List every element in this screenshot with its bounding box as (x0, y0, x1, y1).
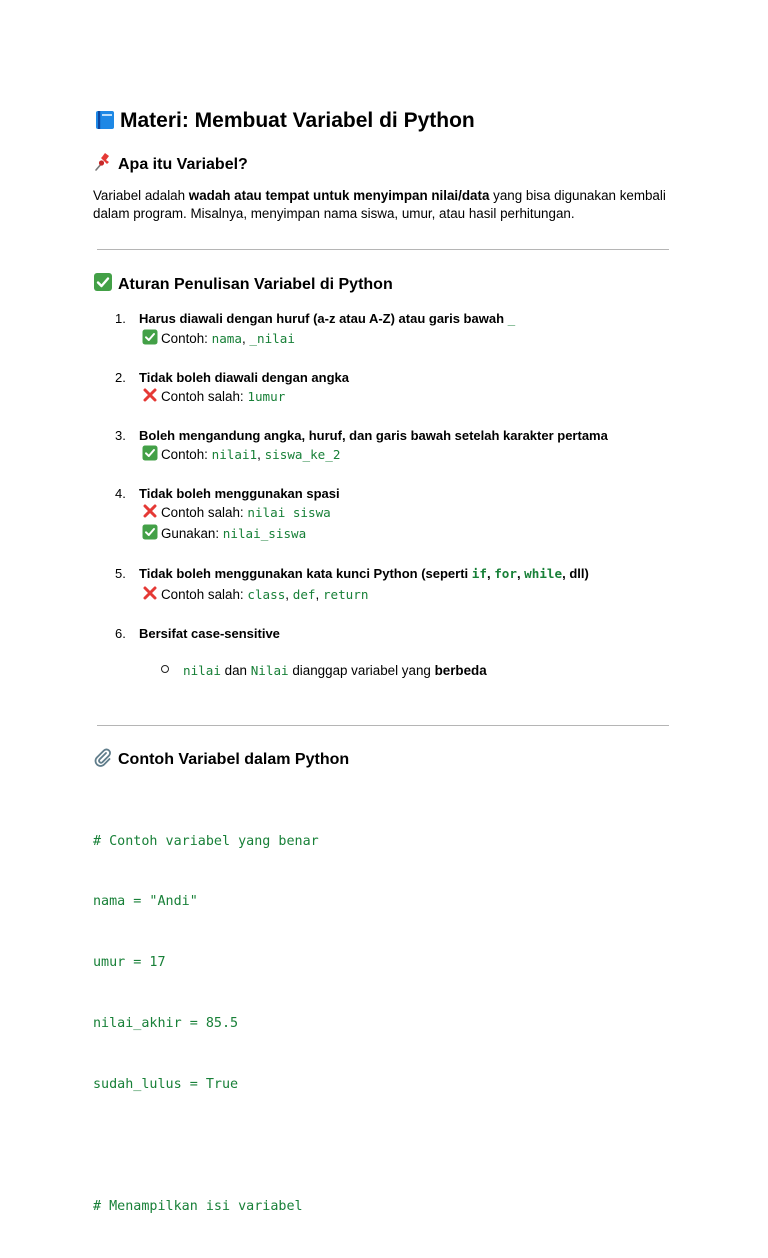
code-line: # Contoh variabel yang benar (93, 833, 319, 849)
horizontal-divider (97, 249, 669, 250)
rule-number: 2. (115, 370, 126, 385)
rule-item-5 (115, 564, 589, 583)
code-block (93, 791, 319, 1258)
rule-heading: Harus diawali dengan huruf (a-z atau A-Z) atau garis bawah (139, 311, 508, 326)
inline-code: def (292, 587, 316, 602)
bullet-text-bold: berbeda (434, 663, 487, 678)
inline-code: _nilai (249, 331, 295, 346)
separator: , (257, 447, 265, 462)
example-label: Contoh: (161, 331, 212, 346)
page-title (95, 107, 475, 135)
inline-code: Nilai (250, 663, 289, 678)
keyword-code: while (524, 566, 563, 581)
paperclip-icon (93, 747, 113, 767)
rule-4-wrong-example (142, 503, 331, 522)
example-label: Contoh salah: (161, 505, 248, 520)
inline-code: _ (507, 311, 516, 326)
separator: , (315, 587, 323, 602)
bullet-text: dianggap variabel yang (288, 663, 435, 678)
bullet-connector: dan (220, 663, 251, 678)
code-line: nilai_akhir = 85.5 (93, 1016, 239, 1032)
rule-heading (139, 566, 589, 581)
separator: , (516, 566, 525, 581)
inline-code: nilai siswa (247, 505, 331, 520)
rule-item-4 (115, 484, 340, 503)
rule-heading: Tidak boleh diawali dengan angka (139, 370, 349, 385)
rule-item-6 (115, 624, 280, 643)
rule-item-2 (115, 368, 349, 387)
code-line: umur = 17 (93, 955, 166, 971)
page-title-text: Materi: Membuat Variabel di Python (120, 109, 475, 132)
rule-number: 1. (115, 311, 126, 326)
inline-code: 1umur (247, 389, 286, 404)
horizontal-divider (97, 725, 669, 726)
section-heading-example (93, 747, 349, 771)
section-heading-what (93, 152, 248, 176)
code-line: sudah_lulus = True (93, 1077, 239, 1093)
inline-code: nilai (183, 663, 221, 678)
rule-number: 6. (115, 626, 126, 641)
cross-mark-icon (142, 387, 158, 403)
book-icon (95, 110, 115, 130)
separator: , (285, 587, 293, 602)
rule-1-example (142, 329, 295, 348)
definition-text-end: yang bisa digunakan kembali dalam program. Misalnya, menyimpan nama siswa, umur, atau hasil perhitungan. (93, 188, 666, 221)
definition-text-start: Variabel adalah (93, 188, 189, 203)
rule-6-bullet (161, 661, 487, 680)
rule-item-3 (115, 426, 608, 445)
code-line: # Menampilkan isi variabel (93, 1198, 303, 1214)
example-label: Contoh salah: (161, 389, 248, 404)
example-label: Contoh salah: (161, 587, 248, 602)
rule-number: 4. (115, 486, 126, 501)
keyword-code: for (494, 566, 517, 581)
inline-code: nilai_siswa (222, 526, 307, 541)
cross-mark-icon (142, 585, 158, 601)
check-mark-icon (93, 272, 113, 292)
section-heading-example-text: Contoh Variabel dalam Python (118, 751, 350, 768)
rule-heading-tail: , dll) (562, 566, 589, 581)
rule-5-example (142, 585, 368, 604)
code-line: nama = "Andi" (93, 894, 198, 910)
section-heading-what-text: Apa itu Variabel? (118, 156, 248, 173)
rule-3-example (142, 445, 340, 464)
pushpin-icon (93, 152, 113, 172)
separator: , (241, 331, 250, 346)
rule-number: 3. (115, 428, 126, 443)
inline-code: class (247, 587, 286, 602)
definition-text-bold: wadah atau tempat untuk menyimpan nilai/data (188, 188, 490, 203)
section-heading-rules (93, 272, 393, 296)
example-label: Contoh: (161, 447, 212, 462)
separator: , (486, 566, 495, 581)
section-heading-rules-text: Aturan Penulisan Variabel di Python (118, 276, 393, 293)
check-mark-icon (142, 524, 158, 540)
keyword-code: if (471, 566, 487, 581)
rule-heading-text: Tidak boleh menggunakan kata kunci Python (seperti (139, 566, 472, 581)
rule-number: 5. (115, 566, 126, 581)
inline-code: siswa_ke_2 (264, 447, 341, 462)
inline-code: nama (211, 331, 242, 346)
rule-heading: Boleh mengandung angka, huruf, dan garis bawah setelah karakter pertama (139, 428, 608, 443)
bullet-marker (161, 665, 169, 673)
definition-paragraph (93, 187, 683, 223)
rule-item-1 (115, 309, 515, 328)
check-mark-icon (142, 445, 158, 461)
cross-mark-icon (142, 503, 158, 519)
check-mark-icon (142, 329, 158, 345)
rule-4-correct-example (142, 524, 306, 543)
rule-heading: Tidak boleh menggunakan spasi (139, 486, 340, 501)
inline-code: nilai1 (211, 447, 258, 462)
rule-heading: Bersifat case-sensitive (139, 626, 280, 641)
inline-code: return (322, 587, 369, 602)
code-line (93, 1136, 319, 1156)
example-label: Gunakan: (161, 526, 223, 541)
rule-2-example (142, 387, 285, 406)
